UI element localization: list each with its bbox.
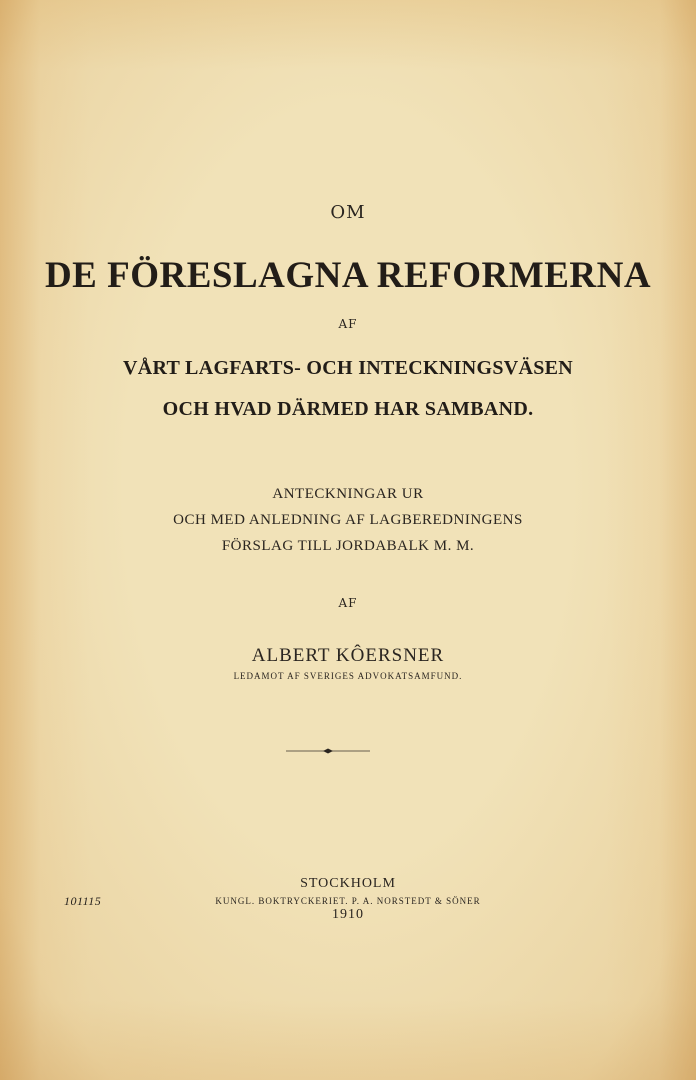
author-connector: AF	[338, 596, 358, 610]
author-role: LEDAMOT AF SVERIGES ADVOKATSAMFUND.	[233, 671, 463, 681]
annotation-line-1: ANTECKNINGAR UR	[272, 486, 424, 502]
main-title: DE FÖRESLAGNA REFORMERNA	[44, 255, 652, 296]
shelfmark: 101115	[64, 894, 102, 908]
annotation-line-2: OCH MED ANLEDNING AF LAGBEREDNINGENS	[173, 512, 523, 528]
imprint-printer: KUNGL. BOKTRYCKERIET. P. A. NORSTEDT & SÖNER	[215, 896, 481, 906]
title-connector: AF	[338, 317, 358, 331]
imprint-city: STOCKHOLM	[300, 876, 396, 891]
imprint-year: 1910	[332, 907, 364, 922]
title-prefix: OM	[330, 202, 366, 223]
author-name: ALBERT KÔERSNER	[251, 645, 445, 666]
annotation-line-3: FÖRSLAG TILL JORDABALK M. M.	[221, 538, 475, 554]
subtitle-line-2: OCH HVAD DÄRMED HAR SAMBAND.	[162, 398, 534, 420]
subtitle-line-1: VÅRT LAGFARTS- OCH INTECKNINGSVÄSEN	[122, 357, 574, 379]
ornament-divider	[284, 746, 372, 756]
